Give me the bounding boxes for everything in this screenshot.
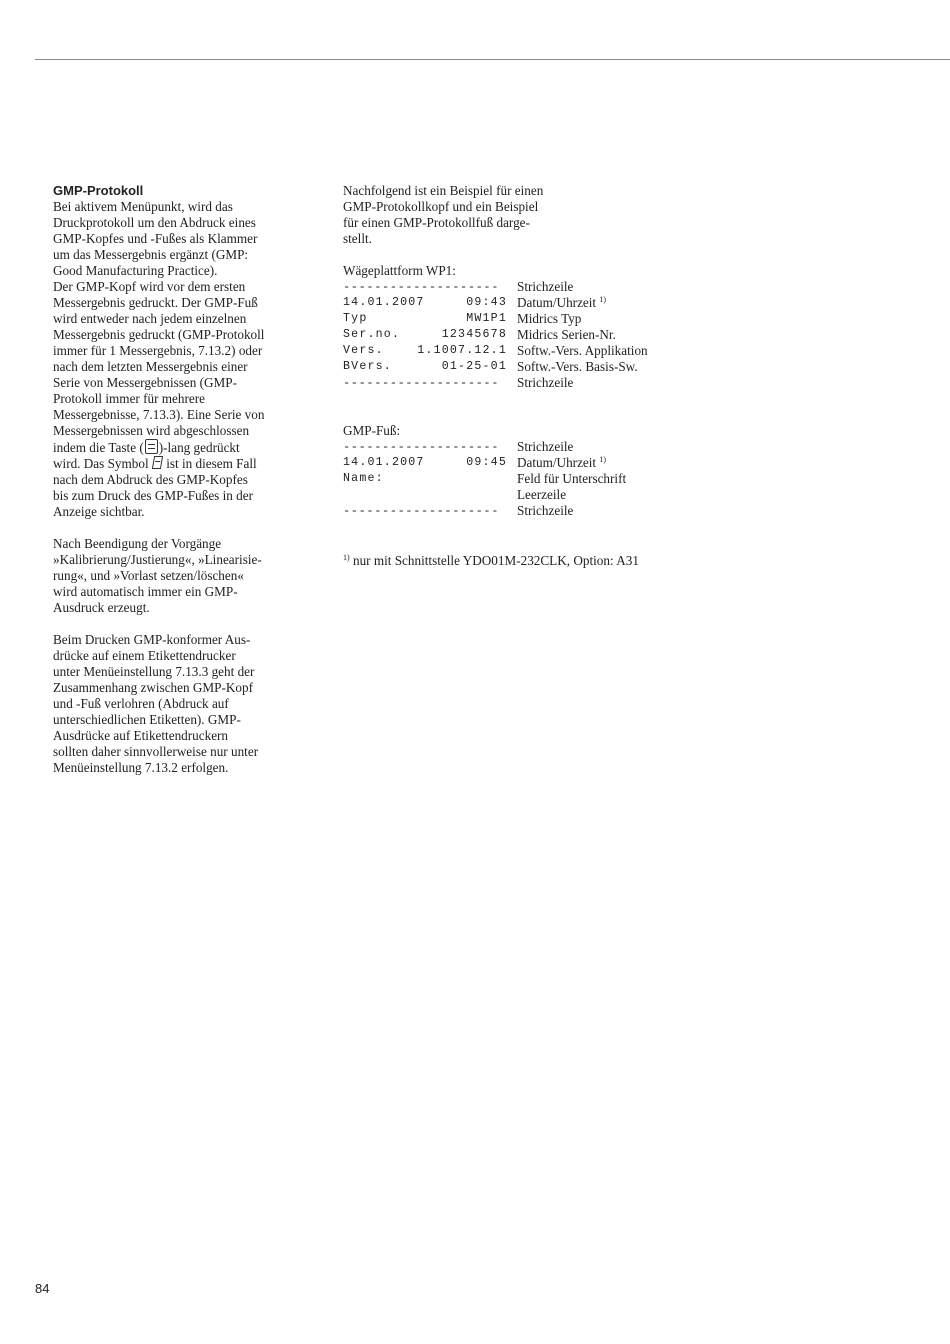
printout-description — [517, 375, 573, 391]
text-line: Messergebnis gedruckt (GMP-Protokoll — [53, 327, 265, 342]
text-fragment: indem die Taste ( — [53, 440, 144, 455]
text-line: Good Manufacturing Practice). — [53, 263, 218, 278]
text-line: Bei aktivem Menüpunkt, wird das — [53, 199, 233, 214]
description-text: Feld für Unterschrift — [517, 471, 627, 486]
left-column — [53, 183, 303, 776]
paragraph-3 — [53, 632, 303, 776]
text-line: um das Messergebnis ergänzt (GMP: — [53, 247, 249, 262]
footnote — [343, 553, 639, 569]
gmp-footer-example — [343, 439, 943, 519]
printout-description — [517, 327, 616, 343]
text-line: rung«, und »Vorlast setzen/löschen« — [53, 568, 244, 583]
description-text: Softw.-Vers. Applikation — [517, 343, 648, 358]
printout-left: Vers. — [343, 344, 384, 357]
text-line: Nachfolgend ist ein Beispiel für einen — [343, 183, 544, 198]
printout-description — [517, 295, 606, 311]
printout-row — [343, 471, 943, 487]
printout-row — [343, 375, 943, 391]
description-text: Datum/Uhrzeit — [517, 455, 597, 470]
printout-left: 14.01.2007 — [343, 456, 425, 469]
text-line: Anzeige sichtbar. — [53, 504, 145, 519]
text-line: Protokoll immer für mehrere — [53, 391, 205, 406]
printout-right: 01-25-01 — [441, 360, 507, 373]
printout-description — [517, 503, 573, 519]
footnote-reference: 1) — [599, 295, 607, 304]
intro-paragraph — [343, 183, 583, 247]
text-line-with-symbol — [53, 456, 303, 472]
section-title: GMP-Protokoll — [53, 183, 144, 198]
text-line: und -Fuß verlohren (Abdruck auf — [53, 696, 229, 711]
text-line: nach dem Abdruck des GMP-Kopfes — [53, 472, 248, 487]
text-line: GMP-Protokollkopf und ein Beispiel — [343, 199, 539, 214]
footer-example-label: GMP-Fuß: — [343, 423, 401, 438]
description-text: Strichzeile — [517, 375, 574, 390]
footnote-reference: 1) — [599, 455, 607, 464]
printout-row — [343, 327, 943, 343]
text-line: Messergebnis gedruckt. Der GMP-Fuß — [53, 295, 258, 310]
text-line: »Kalibrierung/Justierung«, »Linearisie- — [53, 552, 262, 567]
text-line: wird entweder nach jedem einzelnen — [53, 311, 247, 326]
printout-right: MW1P1 — [466, 312, 507, 325]
description-text: Leerzeile — [517, 487, 567, 502]
printout-description — [517, 471, 626, 487]
text-line: immer für 1 Messergebnis, 7.13.2) oder — [53, 343, 263, 358]
description-text: Datum/Uhrzeit — [517, 295, 597, 310]
right-column — [343, 183, 943, 519]
text-line: GMP-Kopfes und -Fußes als Klammer — [53, 231, 258, 246]
text-line: Ausdruck erzeugt. — [53, 600, 150, 615]
gmp-header-example — [343, 279, 943, 391]
printout-left: -------------------- — [343, 376, 500, 390]
text-line: Ausdrücke auf Etikettendruckern — [53, 728, 229, 743]
printout-description — [517, 487, 566, 503]
text-line: Zusammenhang zwischen GMP-Kopf — [53, 680, 253, 695]
printout-description — [517, 343, 648, 359]
printout-left: -------------------- — [343, 440, 500, 454]
text-fragment: ist in diesem Fall — [162, 456, 257, 471]
description-text: Midrics Typ — [517, 311, 582, 326]
printout-right: 1.1007.12.1 — [417, 344, 507, 357]
printout-row — [343, 503, 943, 519]
footnote-text: nur mit Schnittstelle YDO01M-232CLK, Option: A31 — [349, 553, 639, 568]
text-line: sollten daher sinnvollerweise nur unter — [53, 744, 259, 759]
printout-row — [343, 279, 943, 295]
description-text: Midrics Serien-Nr. — [517, 327, 616, 342]
text-line: Menüeinstellung 7.13.2 erfolgen. — [53, 760, 229, 775]
text-line: drücke auf einem Etikettendrucker — [53, 648, 236, 663]
printout-row — [343, 311, 943, 327]
text-line: Druckprotokoll um den Abdruck eines — [53, 215, 256, 230]
text-line: stellt. — [343, 231, 372, 246]
printout-left: BVers. — [343, 360, 392, 373]
text-line: unterschiedlichen Etiketten). GMP- — [53, 712, 241, 727]
print-key-icon — [145, 439, 158, 454]
paragraph-1 — [53, 199, 303, 520]
description-text: Softw.-Vers. Basis-Sw. — [517, 359, 638, 374]
text-line: für einen GMP-Protokollfuß darge- — [343, 215, 530, 230]
footnote-mark: 1) — [343, 553, 350, 562]
printout-description — [517, 439, 573, 455]
printout-left: -------------------- — [343, 504, 500, 518]
printout-right: 09:45 — [466, 456, 507, 469]
text-fragment: )-lang gedrückt — [158, 440, 240, 455]
text-line: Beim Drucken GMP-konformer Aus- — [53, 632, 251, 647]
text-line: Nach Beendigung der Vorgänge — [53, 536, 222, 551]
header-example-label: Wägeplattform WP1: — [343, 263, 456, 278]
page-number: 84 — [35, 1281, 50, 1296]
printout-left: 14.01.2007 — [343, 296, 425, 309]
printout-left: Typ — [343, 312, 368, 325]
top-rule — [35, 59, 950, 60]
printout-row — [343, 439, 943, 455]
text-line: bis zum Druck des GMP-Fußes in der — [53, 488, 253, 503]
text-line: Serie von Messergebnissen (GMP- — [53, 375, 237, 390]
printout-row — [343, 455, 943, 471]
text-line: unter Menüeinstellung 7.13.3 geht der — [53, 664, 255, 679]
description-text: Strichzeile — [517, 279, 574, 294]
description-text: Strichzeile — [517, 439, 574, 454]
printout-description — [517, 311, 581, 327]
text-line: nach dem letzten Messergebnis einer — [53, 359, 248, 374]
description-text: Strichzeile — [517, 503, 574, 518]
printout-left: Name: — [343, 472, 384, 485]
printout-row — [343, 487, 943, 503]
printout-left: -------------------- — [343, 280, 500, 294]
printout-right: 09:43 — [466, 296, 507, 309]
text-line: Messergebnisse, 7.13.3). Eine Serie von — [53, 407, 265, 422]
printout-left: Ser.no. — [343, 328, 401, 341]
printout-row — [343, 359, 943, 375]
printout-description — [517, 359, 638, 375]
printout-row — [343, 343, 943, 359]
printout-row — [343, 295, 943, 311]
printout-right: 12345678 — [441, 328, 507, 341]
text-line: Messergebnissen wird abgeschlossen — [53, 423, 250, 438]
text-fragment: wird. Das Symbol — [53, 456, 152, 471]
printout-description — [517, 455, 606, 471]
text-line: Der GMP-Kopf wird vor dem ersten — [53, 279, 246, 294]
printout-description — [517, 279, 573, 295]
paragraph-2 — [53, 536, 303, 616]
text-line-with-key — [53, 439, 303, 456]
text-line: wird automatisch immer ein GMP- — [53, 584, 238, 599]
gmp-symbol-icon — [152, 456, 163, 469]
